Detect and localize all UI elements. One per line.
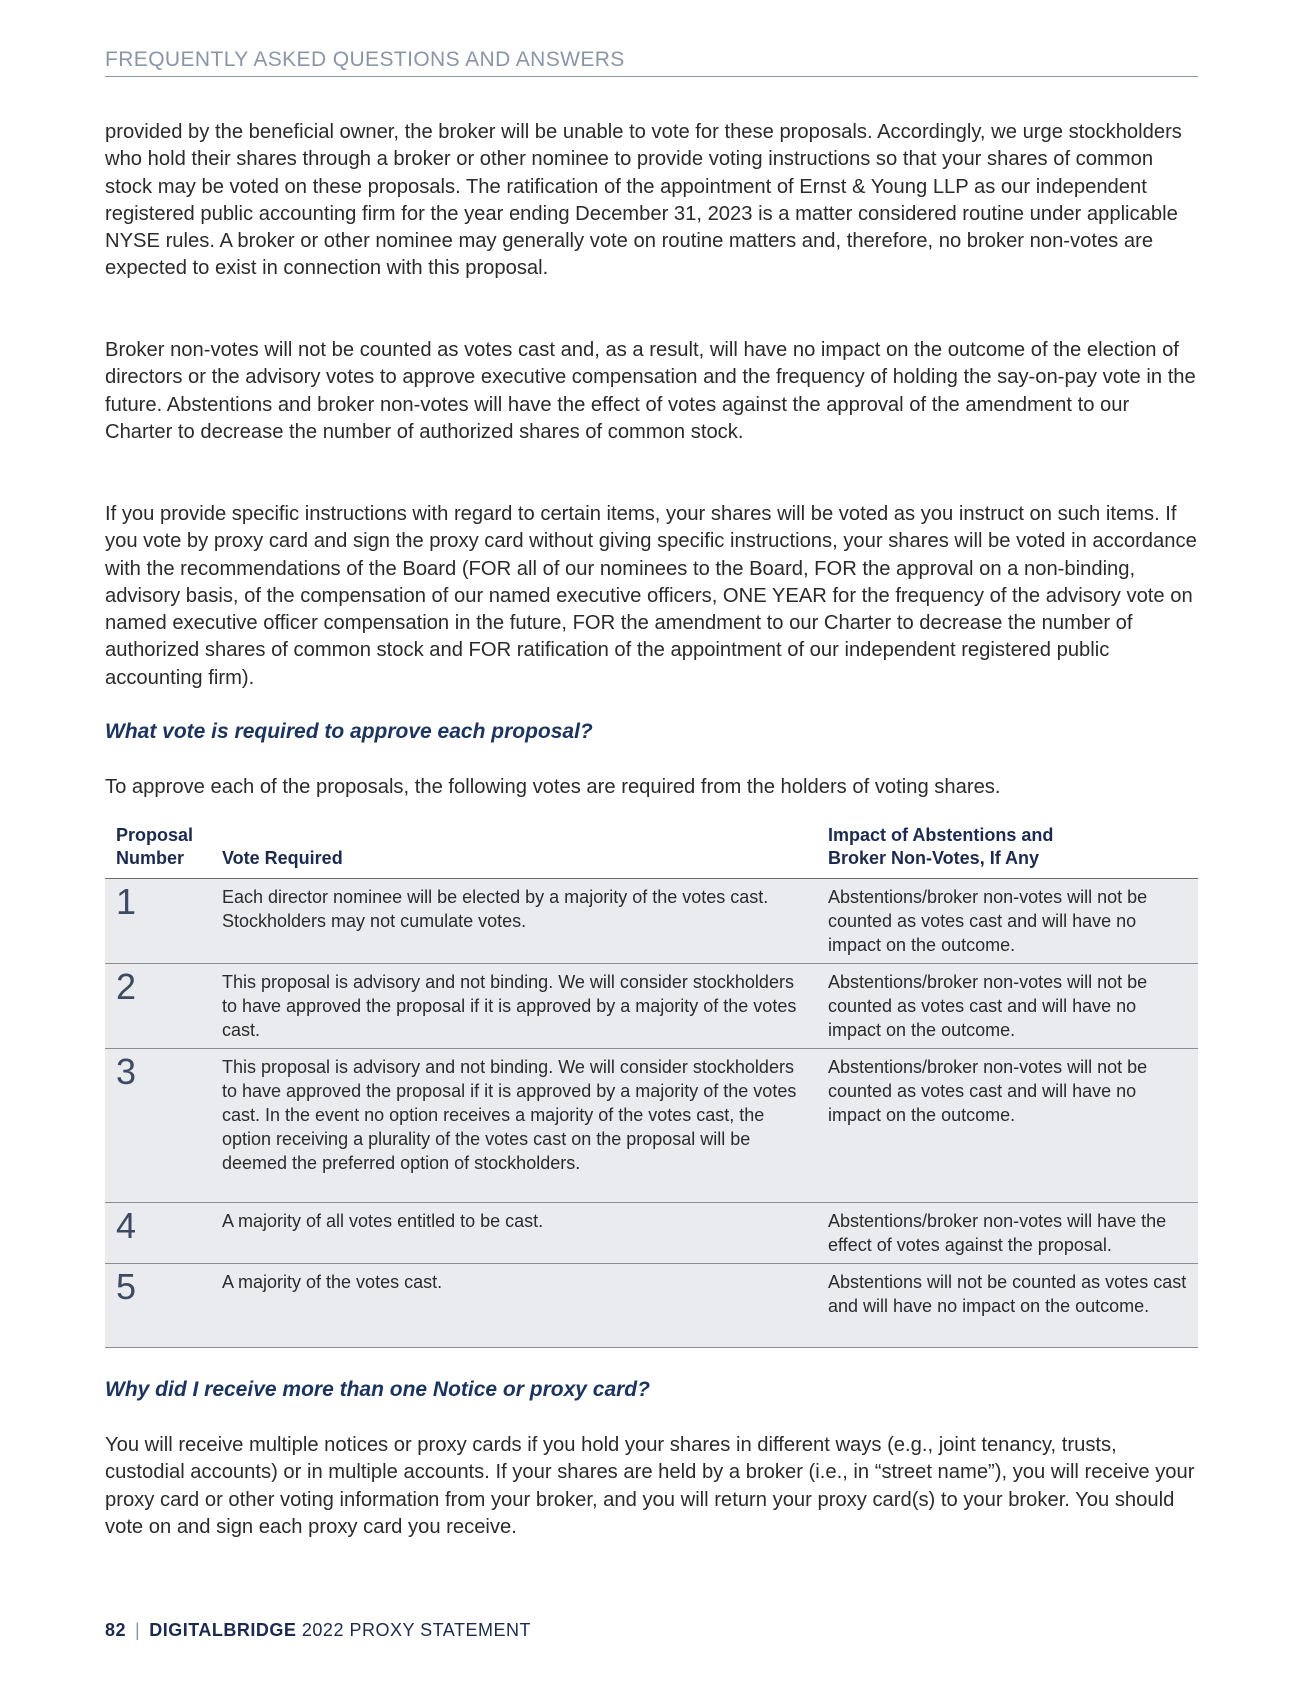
table-row xyxy=(105,879,1198,964)
header-proposal-number xyxy=(105,824,211,879)
header-impact xyxy=(817,824,1198,879)
footer-brand: DIGITALBRIDGE xyxy=(149,1620,297,1640)
table-header-row xyxy=(105,824,1198,879)
vote-required-cell: A majority of the votes cast. xyxy=(211,1264,817,1348)
paragraph-multiple-notices: You will receive multiple notices or proxy cards if you hold your shares in different ways (e.g., joint tenancy, trusts, custodial accounts) or in multiple accounts. If your shares are held by a broker (i.e., in “street name”), you will receive your proxy card or other voting information from your broker, and you will return your proxy card(s) to your broker. You should vote on and sign each proxy card you receive. xyxy=(105,1434,1195,1538)
vote-required-cell: Each director nominee will be elected by a majority of the votes cast. Stockholders may not cumulate votes. xyxy=(211,879,817,964)
vote-requirements-table xyxy=(105,824,1198,1348)
table-row xyxy=(105,964,1198,1049)
vote-required-cell: A majority of all votes entitled to be cast. xyxy=(211,1203,817,1264)
page-footer xyxy=(105,1620,531,1641)
table-row xyxy=(105,1203,1198,1264)
question-heading-multiple-notices: Why did I receive more than one Notice or proxy card? xyxy=(105,1378,650,1401)
proposal-number: 3 xyxy=(105,1049,211,1203)
footer-doc-title: 2022 PROXY STATEMENT xyxy=(301,1620,531,1640)
header-vote-required xyxy=(211,824,817,879)
vote-required-cell: This proposal is advisory and not binding. We will consider stockholders to have approved the proposal if it is approved by a majority of the votes cast. xyxy=(211,964,817,1049)
impact-cell: Abstentions/broker non-votes will not be counted as votes cast and will have no impact on the outcome. xyxy=(817,964,1198,1049)
paragraph-broker-votes: provided by the beneficial owner, the broker will be unable to vote for these proposals. Accordingly, we urge stockholders who hold their shares through a broker or other nominee to provide voting instructions so that your shares of common stock may be voted on these proposals. The ratification of the appointment of Ernst & Young LLP as our independent registered public accounting firm for the year ending December 31, 2023 is a matter considered routine under applicable NYSE rules. A broker or other nominee may generally vote on routine matters and, therefore, no broker non-votes are expected to exist in connection with this proposal. xyxy=(105,121,1182,280)
question-intro: To approve each of the proposals, the following votes are required from the holders of voting shares. xyxy=(105,776,1001,798)
proposal-number: 2 xyxy=(105,964,211,1049)
impact-cell: Abstentions/broker non-votes will have the effect of votes against the proposal. xyxy=(817,1203,1198,1264)
header-proposal-number-line1: Proposal xyxy=(116,825,194,845)
question-heading-vote-required: What vote is required to approve each proposal? xyxy=(105,720,593,743)
proposal-number: 1 xyxy=(105,879,211,964)
proposal-number: 4 xyxy=(105,1203,211,1264)
impact-cell: Abstentions/broker non-votes will not be counted as votes cast and will have no impact on the outcome. xyxy=(817,879,1198,964)
header-proposal-number-line2: Number xyxy=(116,848,185,868)
impact-cell: Abstentions/broker non-votes will not be counted as votes cast and will have no impact on the outcome. xyxy=(817,1049,1198,1203)
footer-separator: | xyxy=(135,1620,141,1640)
vote-required-cell: This proposal is advisory and not binding. We will consider stockholders to have approved the proposal if it is approved by a majority of the votes cast. In the event no option receives a majority of the votes cast, the option receiving a plurality of the votes cast on the proposal will be deemed the preferred option of stockholders. xyxy=(211,1049,817,1203)
table-row xyxy=(105,1049,1198,1203)
page-number: 82 xyxy=(105,1620,127,1640)
table-row xyxy=(105,1264,1198,1348)
section-header: FREQUENTLY ASKED QUESTIONS AND ANSWERS xyxy=(105,48,1198,77)
impact-cell: Abstentions will not be counted as votes cast and will have no impact on the outcome. xyxy=(817,1264,1198,1348)
header-impact-line2: Broker Non-Votes, If Any xyxy=(828,848,1040,868)
header-impact-line1: Impact of Abstentions and xyxy=(828,825,1054,845)
paragraph-broker-non-votes: Broker non-votes will not be counted as votes cast and, as a result, will have no impact on the outcome of the election of directors or the advisory votes to approve executive compensation and the frequency of holding the say-on-pay vote in the future. Abstentions and broker non-votes will have the effect of votes against the approval of the amendment to our Charter to decrease the number of authorized shares of common stock. xyxy=(105,339,1196,443)
proposal-number: 5 xyxy=(105,1264,211,1348)
paragraph-specific-instructions: If you provide specific instructions with regard to certain items, your shares will be voted as you instruct on such items. If you vote by proxy card and sign the proxy card without giving specific instructions, your shares will be voted in accordance with the recommendations of the Board (FOR all of our nominees to the Board, FOR the approval on a non-binding, advisory basis, of the compensation of our named executive officers, ONE YEAR for the frequency of the advisory vote on named executive officer compensation in the future, FOR the amendment to our Charter to decrease the number of authorized shares of common stock and FOR ratification of the appointment of our independent registered public accounting firm). xyxy=(105,503,1197,689)
header-vote-required-label: Vote Required xyxy=(222,848,343,868)
